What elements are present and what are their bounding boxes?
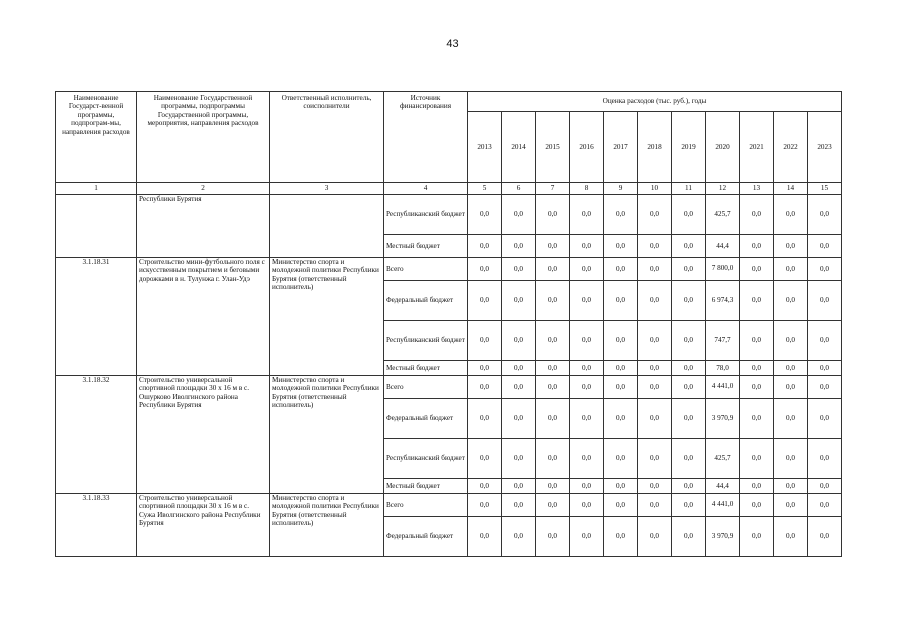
funding-source: Местный бюджет xyxy=(384,235,468,258)
header-executor: Ответственный исполнитель, соисполнители xyxy=(270,92,384,183)
cost-value: 0,0 xyxy=(502,517,536,557)
column-number: 8 xyxy=(570,183,604,195)
measure-code: 3.1.18.31 xyxy=(56,258,137,376)
cost-value: 0,0 xyxy=(774,479,808,494)
cost-value: 425,7 xyxy=(706,439,740,479)
cost-value: 0,0 xyxy=(638,281,672,321)
column-number: 3 xyxy=(270,183,384,195)
cost-value: 0,0 xyxy=(604,517,638,557)
cost-value: 0,0 xyxy=(604,376,638,399)
cost-value: 0,0 xyxy=(638,195,672,235)
column-number: 12 xyxy=(706,183,740,195)
cost-value: 0,0 xyxy=(502,281,536,321)
cost-value: 0,0 xyxy=(774,258,808,281)
measure-executor: Министерство спорта и молодежной политики Республики Бурятия (ответственный исполнитель) xyxy=(270,376,384,494)
cost-value: 0,0 xyxy=(740,281,774,321)
cost-value: 0,0 xyxy=(638,494,672,517)
header-costs: Оценка расходов (тыс. руб.), годы xyxy=(468,92,842,112)
header-name: Наименование Государст-венной программы, подпрограм-мы, направления расходов xyxy=(56,92,137,183)
column-number: 4 xyxy=(384,183,468,195)
measure-name: Строительство универсальной спортивной площадки 30 х 16 м в с. Ошурково Иволгинского района Республики Бурятия xyxy=(137,376,270,494)
cost-value: 44,4 xyxy=(706,235,740,258)
cost-value: 0,0 xyxy=(672,281,706,321)
column-number: 14 xyxy=(774,183,808,195)
cost-value: 0,0 xyxy=(774,399,808,439)
cost-value: 78,0 xyxy=(706,361,740,376)
cost-value: 6 974,3 xyxy=(706,281,740,321)
cost-value: 0,0 xyxy=(672,517,706,557)
table-row xyxy=(56,195,842,235)
column-number: 7 xyxy=(536,183,570,195)
measure-name: Строительство универсальной спортивной площадки 30 х 16 м в с. Сужа Иволгинского района Республики Бурятия xyxy=(137,494,270,557)
cost-value: 0,0 xyxy=(536,361,570,376)
cost-value: 0,0 xyxy=(774,439,808,479)
cost-value: 0,0 xyxy=(808,281,842,321)
cost-value: 0,0 xyxy=(638,439,672,479)
cost-value: 0,0 xyxy=(604,399,638,439)
cost-value: 0,0 xyxy=(808,321,842,361)
cost-value: 0,0 xyxy=(774,376,808,399)
cost-value: 0,0 xyxy=(672,258,706,281)
cost-value: 3 970,9 xyxy=(706,399,740,439)
cost-value: 0,0 xyxy=(468,494,502,517)
table-row xyxy=(56,258,842,281)
column-number: 1 xyxy=(56,183,137,195)
header-year: 2022 xyxy=(774,112,808,183)
measure-executor xyxy=(270,195,384,258)
funding-source: Всего xyxy=(384,494,468,517)
cost-value: 425,7 xyxy=(706,195,740,235)
cost-value: 0,0 xyxy=(468,479,502,494)
cost-value: 0,0 xyxy=(468,517,502,557)
header-year: 2019 xyxy=(672,112,706,183)
cost-value: 0,0 xyxy=(740,195,774,235)
cost-value: 0,0 xyxy=(774,281,808,321)
cost-value: 0,0 xyxy=(468,361,502,376)
cost-value: 0,0 xyxy=(808,479,842,494)
funding-source: Всего xyxy=(384,376,468,399)
cost-value: 0,0 xyxy=(502,258,536,281)
measure-executor: Министерство спорта и молодежной политики Республики Бурятия (ответственный исполнитель) xyxy=(270,258,384,376)
cost-value: 0,0 xyxy=(672,399,706,439)
cost-value: 0,0 xyxy=(570,235,604,258)
header-year: 2016 xyxy=(570,112,604,183)
cost-value: 0,0 xyxy=(604,479,638,494)
table-row xyxy=(56,494,842,517)
header-year: 2023 xyxy=(808,112,842,183)
cost-value: 0,0 xyxy=(672,321,706,361)
funding-source: Республиканский бюджет xyxy=(384,195,468,235)
cost-value: 0,0 xyxy=(570,439,604,479)
cost-value: 0,0 xyxy=(604,258,638,281)
cost-value: 0,0 xyxy=(468,321,502,361)
cost-value: 4 441,0 xyxy=(706,376,740,399)
cost-value: 0,0 xyxy=(536,479,570,494)
cost-value: 0,0 xyxy=(808,258,842,281)
cost-value: 0,0 xyxy=(604,361,638,376)
cost-value: 0,0 xyxy=(808,376,842,399)
cost-value: 0,0 xyxy=(468,258,502,281)
cost-value: 0,0 xyxy=(774,195,808,235)
funding-source: Федеральный бюджет xyxy=(384,281,468,321)
header-year: 2020 xyxy=(706,112,740,183)
header-year: 2017 xyxy=(604,112,638,183)
cost-value: 0,0 xyxy=(570,494,604,517)
cost-value: 0,0 xyxy=(502,494,536,517)
column-number: 15 xyxy=(808,183,842,195)
funding-source: Республиканский бюджет xyxy=(384,439,468,479)
cost-value: 747,7 xyxy=(706,321,740,361)
cost-value: 0,0 xyxy=(604,321,638,361)
cost-value: 0,0 xyxy=(570,321,604,361)
cost-value: 0,0 xyxy=(672,235,706,258)
cost-value: 0,0 xyxy=(774,361,808,376)
header-source: Источник финансирования xyxy=(384,92,468,183)
cost-value: 0,0 xyxy=(740,235,774,258)
cost-value: 0,0 xyxy=(468,195,502,235)
cost-value: 0,0 xyxy=(638,258,672,281)
cost-value: 0,0 xyxy=(740,321,774,361)
measure-name: Строительство мини-футбольного поля с искусственным покрытием и беговыми дорожками в н. Тулунжа г. Улан-Удэ xyxy=(137,258,270,376)
cost-value: 44,4 xyxy=(706,479,740,494)
cost-value: 4 441,0 xyxy=(706,494,740,517)
header-year: 2014 xyxy=(502,112,536,183)
column-number: 9 xyxy=(604,183,638,195)
cost-value: 0,0 xyxy=(774,494,808,517)
cost-value: 0,0 xyxy=(638,479,672,494)
column-number: 11 xyxy=(672,183,706,195)
cost-value: 0,0 xyxy=(536,439,570,479)
cost-value: 0,0 xyxy=(638,399,672,439)
cost-value: 0,0 xyxy=(774,235,808,258)
funding-source: Республиканский бюджет xyxy=(384,321,468,361)
cost-value: 0,0 xyxy=(808,517,842,557)
cost-value: 0,0 xyxy=(502,361,536,376)
cost-value: 0,0 xyxy=(536,376,570,399)
cost-value: 0,0 xyxy=(740,376,774,399)
cost-value: 0,0 xyxy=(672,361,706,376)
funding-source: Федеральный бюджет xyxy=(384,399,468,439)
cost-value: 0,0 xyxy=(570,281,604,321)
measure-name: Республики Бурятия xyxy=(137,195,270,258)
cost-value: 0,0 xyxy=(808,494,842,517)
column-number: 5 xyxy=(468,183,502,195)
header-year: 2021 xyxy=(740,112,774,183)
cost-value: 0,0 xyxy=(672,195,706,235)
cost-value: 0,0 xyxy=(570,479,604,494)
cost-value: 0,0 xyxy=(536,281,570,321)
cost-value: 0,0 xyxy=(536,399,570,439)
cost-value: 0,0 xyxy=(604,281,638,321)
column-number: 2 xyxy=(137,183,270,195)
header-year: 2013 xyxy=(468,112,502,183)
cost-value: 0,0 xyxy=(740,439,774,479)
cost-value: 0,0 xyxy=(808,439,842,479)
cost-value: 0,0 xyxy=(672,376,706,399)
header-year: 2015 xyxy=(536,112,570,183)
cost-value: 0,0 xyxy=(502,195,536,235)
cost-value: 0,0 xyxy=(536,258,570,281)
cost-value: 0,0 xyxy=(672,494,706,517)
cost-value: 0,0 xyxy=(604,439,638,479)
cost-value: 0,0 xyxy=(740,517,774,557)
budget-table xyxy=(55,91,842,557)
cost-value: 0,0 xyxy=(536,517,570,557)
cost-value: 0,0 xyxy=(672,479,706,494)
cost-value: 0,0 xyxy=(638,321,672,361)
cost-value: 0,0 xyxy=(570,517,604,557)
cost-value: 0,0 xyxy=(672,439,706,479)
cost-value: 0,0 xyxy=(468,399,502,439)
cost-value: 0,0 xyxy=(502,439,536,479)
cost-value: 0,0 xyxy=(570,399,604,439)
cost-value: 0,0 xyxy=(774,517,808,557)
funding-source: Местный бюджет xyxy=(384,479,468,494)
cost-value: 7 800,0 xyxy=(706,258,740,281)
cost-value: 0,0 xyxy=(570,258,604,281)
cost-value: 0,0 xyxy=(502,399,536,439)
cost-value: 0,0 xyxy=(808,195,842,235)
header-year: 2018 xyxy=(638,112,672,183)
table-row xyxy=(56,376,842,399)
cost-value: 0,0 xyxy=(570,361,604,376)
column-number: 6 xyxy=(502,183,536,195)
cost-value: 0,0 xyxy=(502,321,536,361)
cost-value: 0,0 xyxy=(740,479,774,494)
cost-value: 0,0 xyxy=(638,235,672,258)
measure-code xyxy=(56,195,137,258)
cost-value: 0,0 xyxy=(468,376,502,399)
cost-value: 0,0 xyxy=(502,479,536,494)
cost-value: 0,0 xyxy=(808,399,842,439)
cost-value: 0,0 xyxy=(638,376,672,399)
cost-value: 0,0 xyxy=(740,494,774,517)
funding-source: Местный бюджет xyxy=(384,361,468,376)
cost-value: 0,0 xyxy=(638,361,672,376)
cost-value: 0,0 xyxy=(536,195,570,235)
column-number: 13 xyxy=(740,183,774,195)
page-number: 43 xyxy=(446,38,459,50)
cost-value: 0,0 xyxy=(740,361,774,376)
cost-value: 0,0 xyxy=(604,494,638,517)
cost-value: 0,0 xyxy=(502,376,536,399)
cost-value: 0,0 xyxy=(502,235,536,258)
cost-value: 0,0 xyxy=(570,376,604,399)
cost-value: 3 970,9 xyxy=(706,517,740,557)
measure-code: 3.1.18.33 xyxy=(56,494,137,557)
cost-value: 0,0 xyxy=(638,517,672,557)
cost-value: 0,0 xyxy=(808,235,842,258)
cost-value: 0,0 xyxy=(808,361,842,376)
header-program: Наименование Государственной программы, подпрограммы Государственной программы, мероприятия, направления расходов xyxy=(137,92,270,183)
cost-value: 0,0 xyxy=(740,399,774,439)
cost-value: 0,0 xyxy=(604,235,638,258)
funding-source: Федеральный бюджет xyxy=(384,517,468,557)
cost-value: 0,0 xyxy=(570,195,604,235)
cost-value: 0,0 xyxy=(468,281,502,321)
cost-value: 0,0 xyxy=(604,195,638,235)
cost-value: 0,0 xyxy=(536,321,570,361)
cost-value: 0,0 xyxy=(536,494,570,517)
cost-value: 0,0 xyxy=(468,439,502,479)
funding-source: Всего xyxy=(384,258,468,281)
measure-executor: Министерство спорта и молодежной политики Республики Бурятия (ответственный исполнитель) xyxy=(270,494,384,557)
column-number: 10 xyxy=(638,183,672,195)
cost-value: 0,0 xyxy=(536,235,570,258)
cost-value: 0,0 xyxy=(740,258,774,281)
measure-code: 3.1.18.32 xyxy=(56,376,137,494)
cost-value: 0,0 xyxy=(468,235,502,258)
cost-value: 0,0 xyxy=(774,321,808,361)
